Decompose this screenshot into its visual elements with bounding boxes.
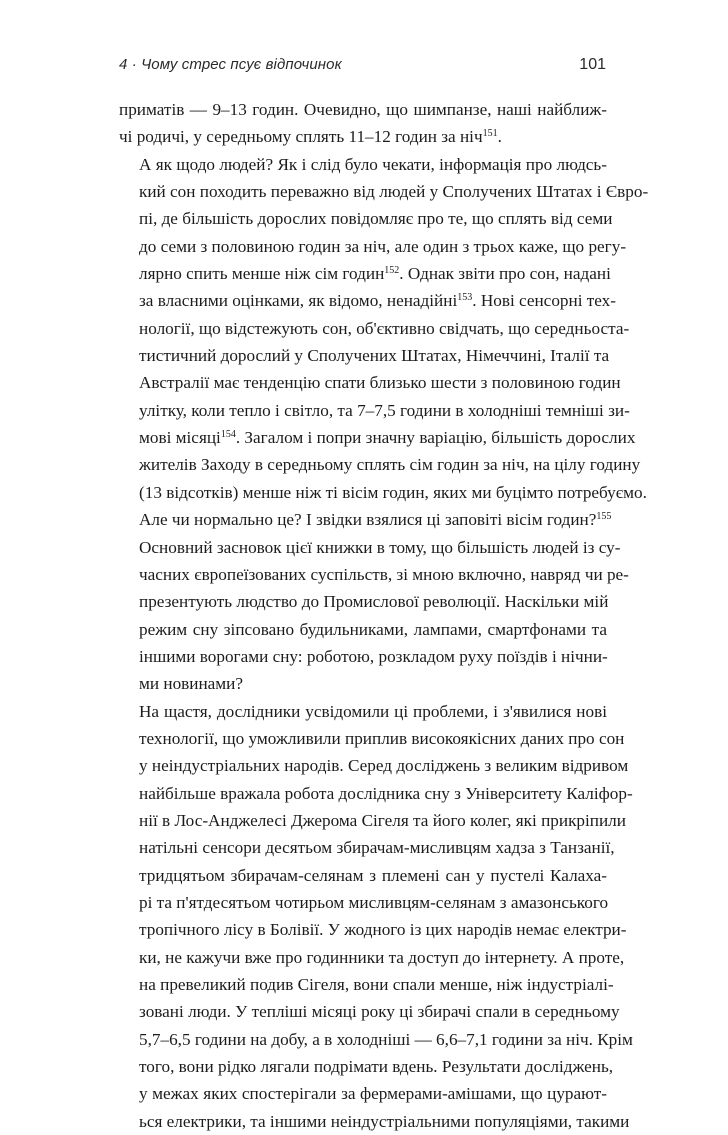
line-text: Основний засновок цієї книжки в тому, що більшість людей із су- <box>139 537 621 557</box>
line-text: натільні сенсори десятьом збирачам-мисливцям хадза з Танзанії, <box>139 838 615 858</box>
paragraph <box>119 698 633 1135</box>
text-line <box>119 369 621 396</box>
text-line <box>119 725 625 752</box>
line-text-after: . Нові сенсорні тех- <box>472 291 617 311</box>
paragraph <box>119 151 649 506</box>
text-line <box>119 971 614 998</box>
line-text: (13 відсотків) менше ніж ті вісім годин, яких ми буцімто потребуємо. <box>139 482 647 502</box>
text-line <box>119 96 607 123</box>
line-text: найбільше вражала робота дослідника сну з Університету Каліфор- <box>139 783 633 803</box>
line-text-after: . <box>497 127 502 147</box>
text-line <box>119 807 626 834</box>
paragraph <box>119 506 629 697</box>
line-text: лярно спить менше ніж сім годин <box>139 264 385 284</box>
text-line <box>119 1108 630 1135</box>
line-text: Але чи нормально це? І звідки взялися ці заповіті вісім годин? <box>139 510 597 530</box>
text-line <box>119 151 607 178</box>
text-line <box>119 260 611 287</box>
chapter-title: 4 · Чому стрес псує відпочинок <box>119 56 342 73</box>
body-text <box>119 96 649 1135</box>
line-text-after: . Загалом і попри значну варіацію, більшість дорослих <box>235 428 636 448</box>
line-text: нології, що відстежують сон, об'єктивно свідчать, що середньоста- <box>139 318 630 338</box>
text-line <box>119 205 613 232</box>
text-line <box>119 616 607 643</box>
line-text: Австралії має тенденцію спати близько шести з половиною годин <box>139 373 621 393</box>
line-text: технології, що уможливили приплив високоякісних даних про сон <box>139 728 625 748</box>
text-line <box>119 588 607 615</box>
text-line <box>119 178 649 205</box>
line-text: тропічного лісу в Болівії. У жодного із цих народів немає електри- <box>139 920 627 940</box>
line-text: кий сон походить переважно від людей у Сполучених Штатах і Євро- <box>139 182 649 202</box>
line-text: чі родичі, у середньому сплять 11–12 годин за ніч <box>119 127 483 147</box>
line-text: улітку, коли тепло і світло, та 7–7,5 години в холодніші темніші зи- <box>139 400 630 420</box>
text-line <box>119 561 629 588</box>
line-text: нії в Лос-Анджелесі Джерома Сігеля та його колег, які прикріпили <box>139 810 626 830</box>
line-text: 5,7–6,5 години на добу, а в холодніші — 6,6–7,1 години за ніч. Крім <box>139 1029 633 1049</box>
line-text: рі та п'ятдесятьом чотирьом мисливцям-селянам з амазонського <box>139 892 609 912</box>
paragraph <box>119 96 607 151</box>
text-line <box>119 944 625 971</box>
line-text: мові місяці <box>139 428 221 448</box>
line-text-after: . Однак звіти про сон, надані <box>399 264 611 284</box>
footnote-ref: 152 <box>384 265 400 277</box>
text-line <box>119 698 607 725</box>
line-text: жителів Заходу в середньому сплять сім годин за ніч, на цілу годину <box>139 455 641 475</box>
text-line <box>119 424 636 451</box>
page-number: 101 <box>579 56 606 73</box>
line-text: тридцятьом збирачам-селянам з племені сан у пустелі Калаха- <box>139 865 607 885</box>
text-line <box>119 998 620 1025</box>
text-line <box>119 1053 614 1080</box>
line-text: ься електрики, та іншими неіндустріальними популяціями, такими <box>139 1111 630 1131</box>
footnote-ref: 154 <box>220 429 236 441</box>
text-line <box>119 780 633 807</box>
line-text: пі, де більшість дорослих повідомляє про те, що сплять від семи <box>139 209 613 229</box>
text-line <box>119 451 641 478</box>
footnote-ref: 155 <box>596 511 612 523</box>
text-line <box>119 834 615 861</box>
text-line <box>119 123 607 150</box>
line-text: у межах яких спостерігали за фермерами-амішами, що цурают- <box>139 1084 607 1104</box>
text-line <box>119 862 607 889</box>
line-text: ми новинами? <box>139 674 244 694</box>
text-line <box>119 889 607 916</box>
line-text: зовані люди. У тепліші місяці року ці збирачі спали в середньому <box>139 1002 620 1022</box>
text-line <box>119 506 612 533</box>
footnote-ref: 151 <box>482 128 498 140</box>
text-line <box>119 1080 607 1107</box>
line-text: іншими ворогами сну: роботою, розкладом руху поїздів і нічни- <box>139 646 608 666</box>
line-text: На щастя, дослідники усвідомили ці проблеми, і з'явилися нові <box>139 701 607 721</box>
line-text: часних європеїзованих суспільств, зі мною включно, навряд чи ре- <box>139 564 629 584</box>
text-line <box>119 479 647 506</box>
line-text: того, вони рідко лягали подрімати вдень. Результати досліджень, <box>139 1057 614 1077</box>
line-text: презентують людство до Промислової революції. Наскільки мій <box>139 592 609 612</box>
line-text: до семи з половиною годин за ніч, але один з трьох каже, що регу- <box>139 236 627 256</box>
text-line <box>119 342 610 369</box>
footnote-ref: 153 <box>457 292 473 304</box>
line-text: А як щодо людей? Як і слід було чекати, інформація про людсь- <box>139 154 607 174</box>
text-line <box>119 752 629 779</box>
line-text: ки, не кажучи вже про годинники та доступ до інтернету. А проте, <box>139 947 625 967</box>
text-line <box>119 287 617 314</box>
text-line <box>119 670 607 697</box>
text-line <box>119 534 621 561</box>
line-text: тистичний дорослий у Сполучених Штатах, Німеччині, Італії та <box>139 346 610 366</box>
line-text: у неіндустріальних народів. Серед досліджень з великим відривом <box>139 756 629 776</box>
running-header <box>119 56 606 80</box>
line-text: режим сну зіпсовано будильниками, лампами, смартфонами та <box>139 619 607 639</box>
line-text: за власними оцінками, як відомо, ненадійні <box>139 291 458 311</box>
text-line <box>119 1026 633 1053</box>
text-line <box>119 233 627 260</box>
text-line <box>119 397 630 424</box>
line-text: приматів — 9–13 годин. Очевидно, що шимпанзе, наші найближ- <box>119 100 607 119</box>
text-line <box>119 643 607 670</box>
line-text: на превеликий подив Сігеля, вони спали менше, ніж індустріалі- <box>139 975 614 994</box>
text-line <box>119 916 627 943</box>
text-line <box>119 315 630 342</box>
